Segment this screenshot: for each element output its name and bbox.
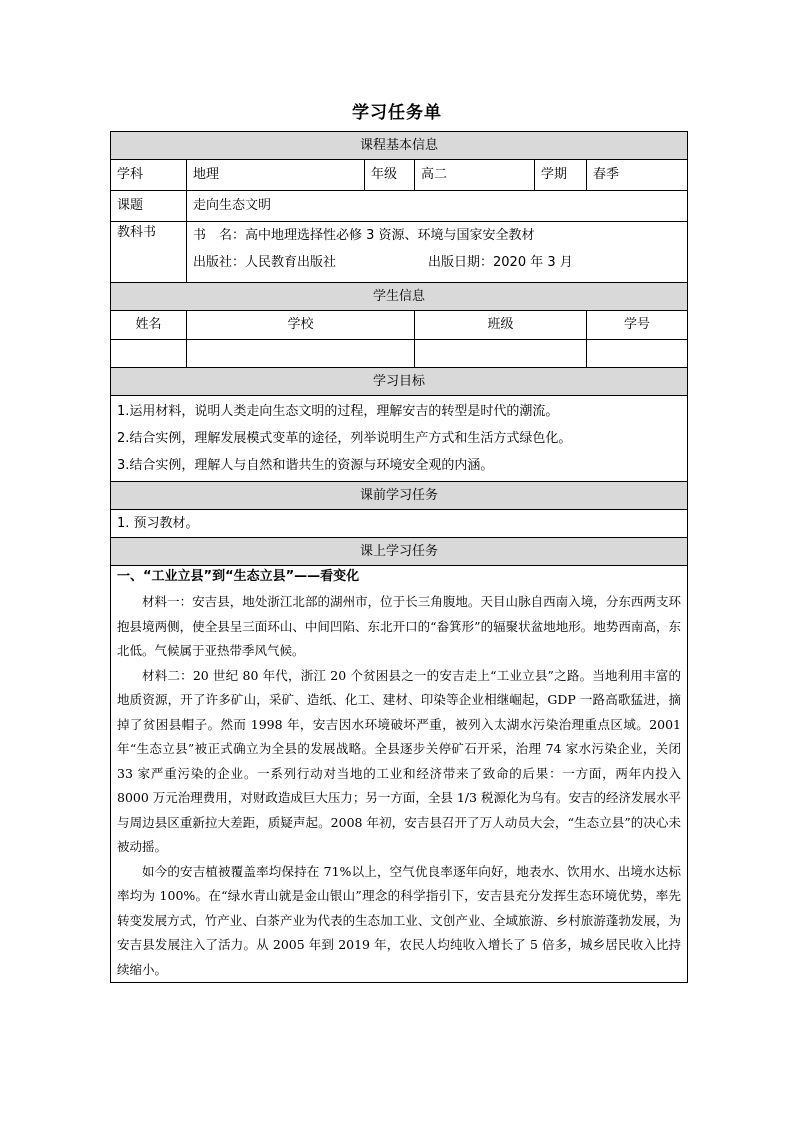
section-title: 一、“工业立县”到“生态立县”——看变化 — [117, 569, 360, 584]
class-field[interactable] — [415, 340, 587, 368]
learning-goals — [111, 396, 688, 482]
material-paragraph: 材料一：安吉县，地处浙江北部的湖州市，位于长三角腹地。天目山脉自西南入境，分东西两支环抱县境两侧，使全县呈三面环山、中间凹陷、东北开口的“畚箕形”的辐聚状盆地地形。地势西南高，东北低。气候属于亚热带季风气候。 — [117, 594, 682, 658]
material-paragraph: 材料二：20 世纪 80 年代，浙江 20 个贫困县之一的安吉走上“工业立县”之路。当地利用丰富的地质资源，开了许多矿山，采矿、造纸、化工、建材、印染等企业相继崛起，GDP 一路高歌猛进，摘掉了贫困县帽子。然而 1998 年，安吉因水环境破坏严重，被列入太湖水污染治理重点区域。2001 年“生态立县”被正式确立为全县的发展战略。全县逐步关停矿石开采，治理 74 家水污染企业，关闭 33 家严重污染的企业。一系列行动对当地的工业和经济带来了致命的后果：一方面，两年内投入 8000 万元治理费用，对财政造成巨大压力；另一方面，全县 1/3 税源化为乌有。安吉的经济发展水平与周边县区重新拉大差距，质疑声起。2008 年初，安吉县召开了万人动员大会，“生态立县”的决心未被动摇。 — [117, 667, 682, 854]
pre-class-task: 1. 预习教材。 — [111, 510, 688, 538]
class-label: 班级 — [415, 311, 587, 340]
school-field[interactable] — [187, 340, 415, 368]
topic-label: 课题 — [111, 191, 187, 222]
student-id-field[interactable] — [587, 340, 688, 368]
goal-item: 1.运用材料，说明人类走向生态文明的过程，理解安吉的转型是时代的潮流。 — [117, 404, 559, 419]
goal-item: 2.结合实例，理解发展模式变革的途径，列举说明生产方式和生活方式绿色化。 — [117, 431, 572, 446]
subject-label: 学科 — [111, 160, 187, 191]
name-field[interactable] — [111, 340, 187, 368]
publish-date: 出版日期：2020 年 3 月 — [428, 255, 573, 270]
publisher: 出版社：人民教育出版社 — [193, 255, 337, 270]
school-label: 学校 — [187, 311, 415, 340]
topic-value: 走向生态文明 — [187, 191, 688, 222]
term-label: 学期 — [535, 160, 587, 191]
publisher-line — [193, 249, 681, 276]
learning-goals-header: 学习目标 — [111, 368, 688, 396]
grade-label: 年级 — [365, 160, 415, 191]
in-class-task-content — [111, 566, 688, 983]
material-paragraph: 如今的安吉植被覆盖率均保持在 71%以上，空气优良率逐年向好，地表水、饮用水、出境水达标率均为 100%。在“绿水青山就是金山银山”理念的科学指引下，安吉县充分发挥生态环境优势，率先转变发展方式，竹产业、白茶产业为代表的生态加工业、文创产业、全域旅游、乡村旅游蓬勃发展，为安吉县发展注入了活力。从 2005 年到 2019 年，农民人均纯收入增长了 5 倍多，城乡居民收入比持续缩小。 — [117, 863, 682, 977]
task-sheet-table — [110, 131, 688, 983]
textbook-label: 教科书 — [111, 222, 187, 283]
page-title: 学习任务单 — [352, 103, 442, 123]
student-info-header: 学生信息 — [111, 283, 688, 311]
subject-value: 地理 — [187, 160, 365, 191]
goal-item: 3.结合实例，理解人与自然和谐共生的资源与环境安全观的内涵。 — [117, 458, 494, 473]
term-value: 春季 — [587, 160, 688, 191]
course-info-header: 课程基本信息 — [111, 132, 688, 160]
student-id-label: 学号 — [587, 311, 688, 340]
textbook-info — [187, 222, 688, 283]
grade-value: 高二 — [415, 160, 535, 191]
in-class-task-header: 课上学习任务 — [111, 538, 688, 566]
name-label: 姓名 — [111, 311, 187, 340]
pre-class-task-header: 课前学习任务 — [111, 482, 688, 510]
book-name: 书 名：高中地理选择性必修 3 资源、环境与国家安全教材 — [193, 228, 535, 243]
